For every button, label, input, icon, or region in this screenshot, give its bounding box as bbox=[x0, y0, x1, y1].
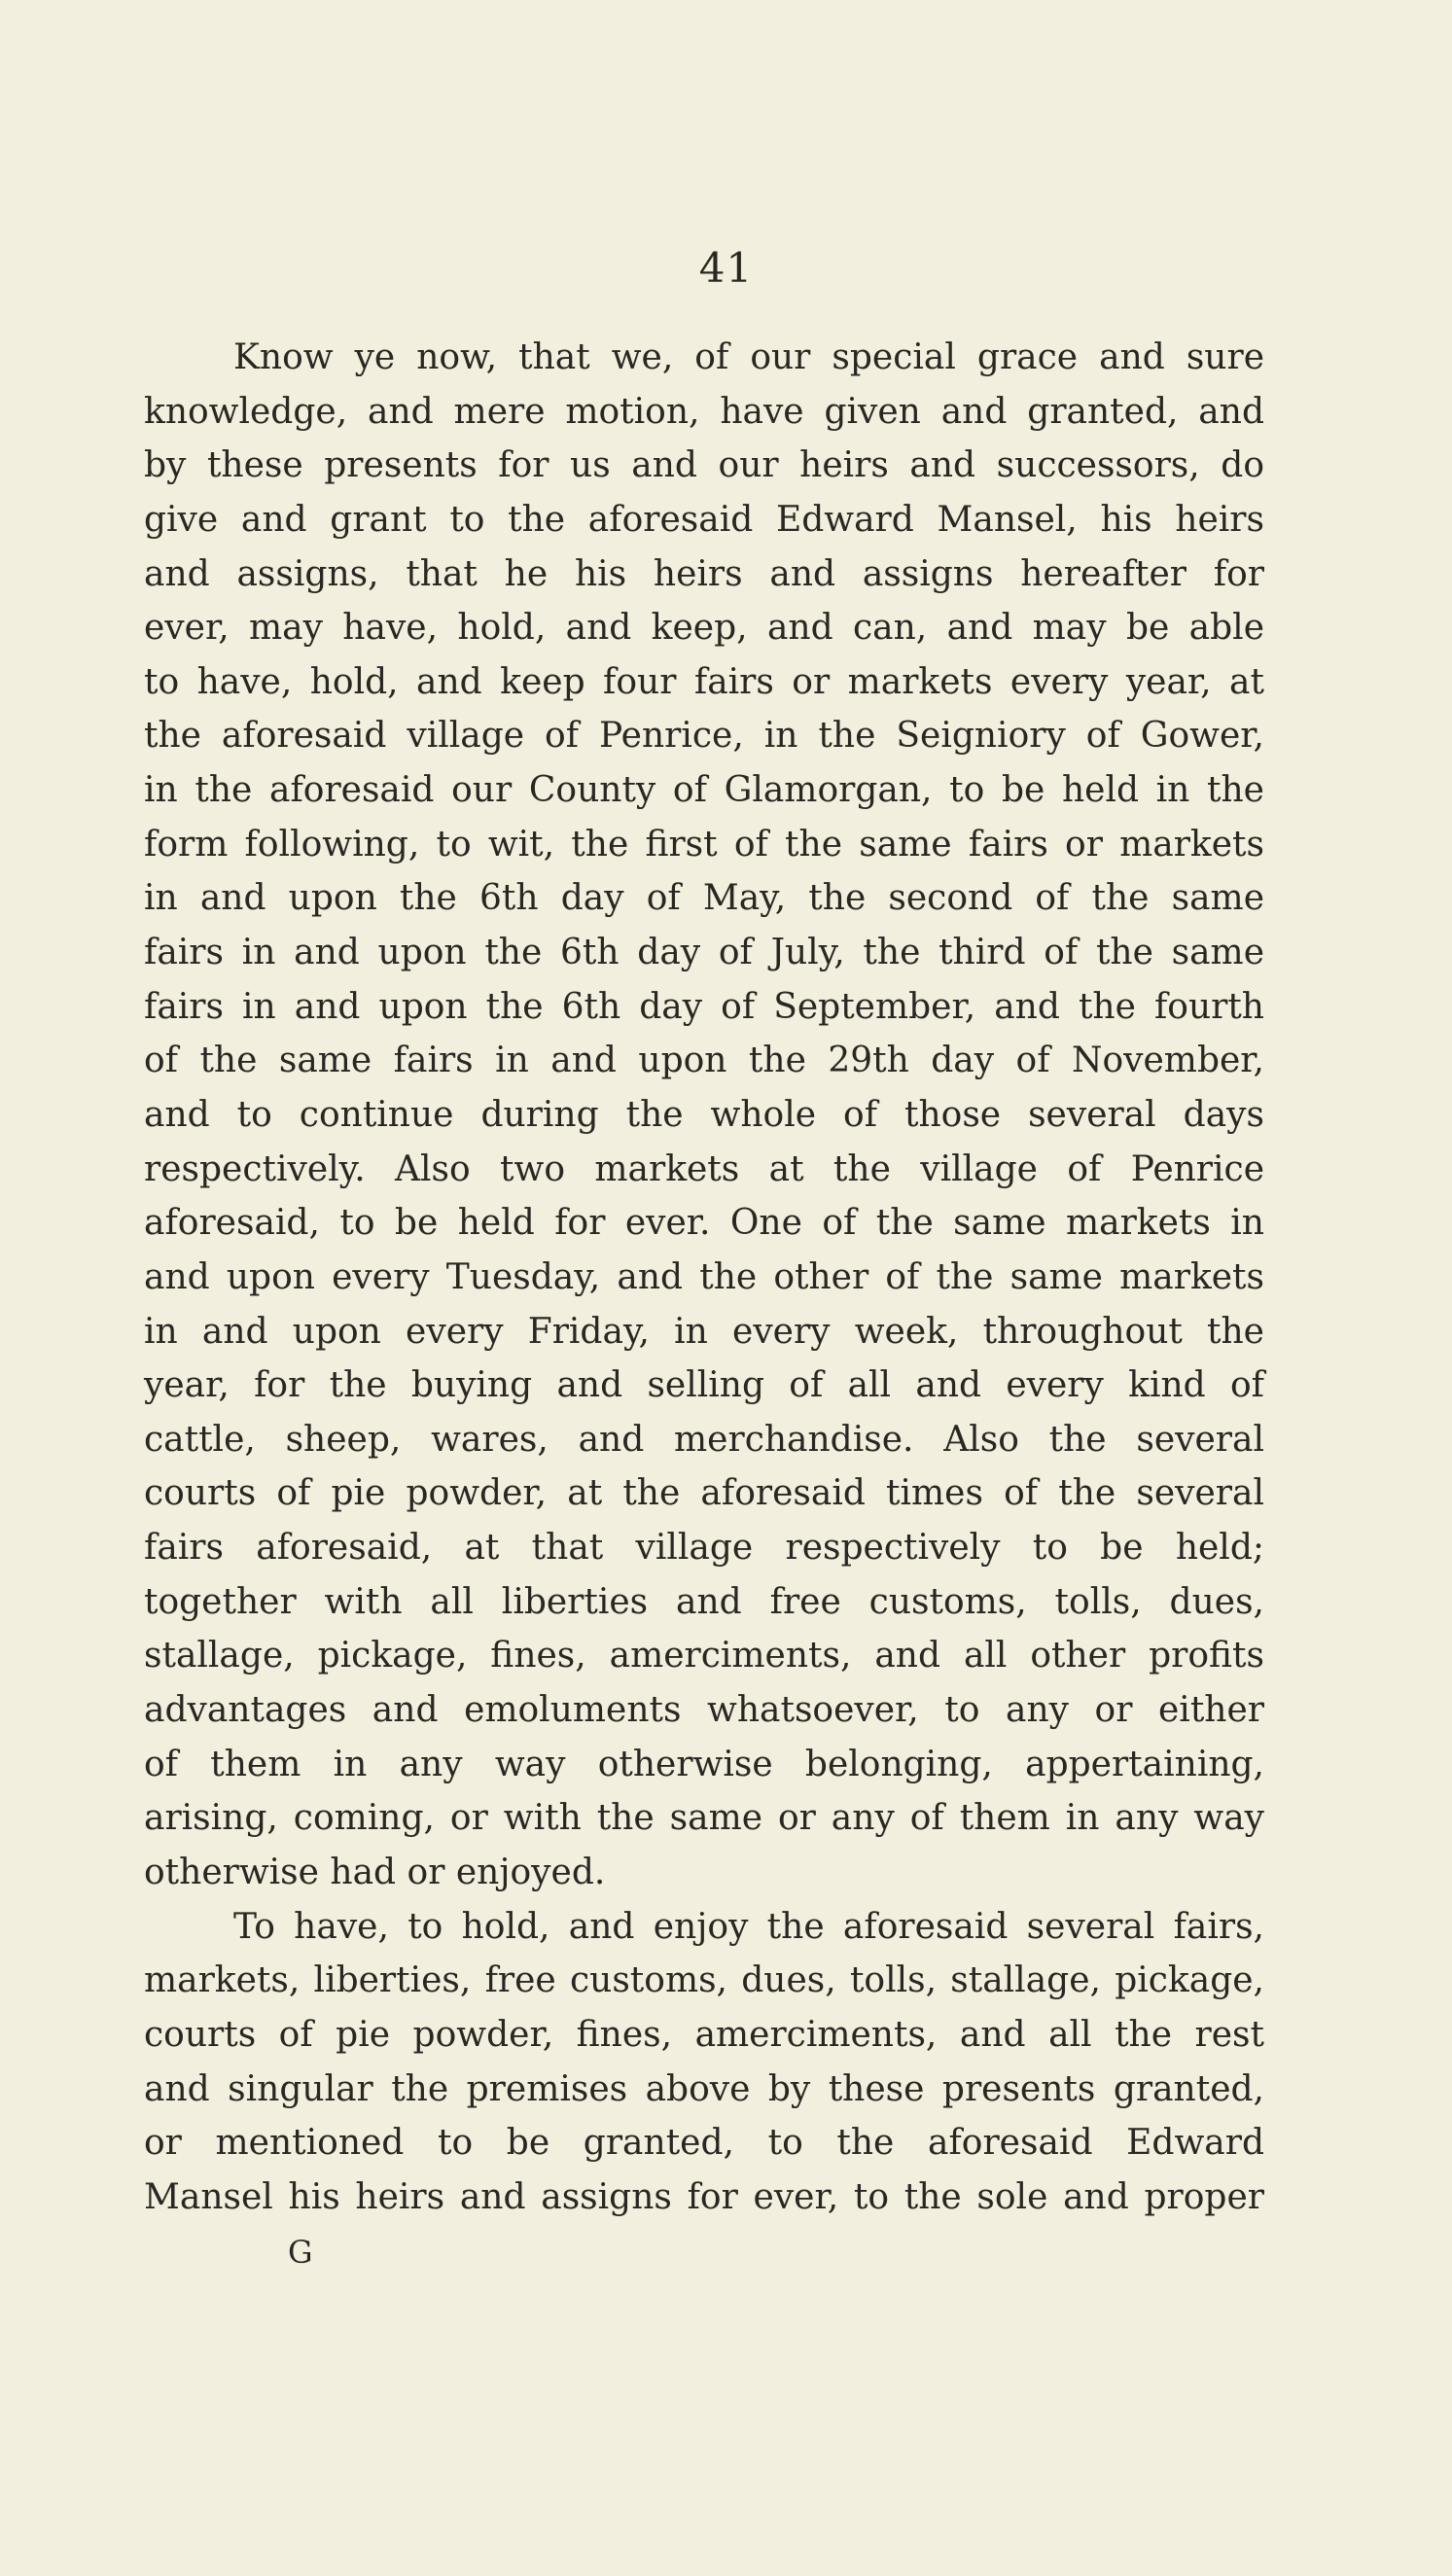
text-line: cattle, sheep, wares, and merchandise. Also the several bbox=[144, 1419, 1264, 1460]
text-line: of the same fairs in and upon the 29th day of November, bbox=[144, 1041, 1264, 1081]
text-line: knowledge, and mere motion, have given and granted, and bbox=[144, 391, 1264, 432]
text-line: and assigns, that he his heirs and assigns hereafter for bbox=[144, 553, 1264, 594]
text-line: the aforesaid village of Penrice, in the Seigniory of Gower, bbox=[144, 716, 1264, 757]
text-line: to have, hold, and keep four fairs or markets every year, at bbox=[144, 661, 1264, 702]
text-line: of them in any way otherwise belonging, appertaining, bbox=[144, 1744, 1264, 1784]
text-line: fairs aforesaid, at that village respectively to be held; bbox=[144, 1528, 1264, 1569]
text-line: Mansel his heirs and assigns for ever, to the sole and proper bbox=[144, 2176, 1264, 2217]
text-line: in and upon every Friday, in every week, throughout the bbox=[144, 1311, 1264, 1352]
text-line: arising, coming, or with the same or any of them in any way bbox=[144, 1798, 1264, 1839]
text-line: and upon every Tuesday, and the other of the same markets bbox=[144, 1256, 1264, 1297]
text-line: stallage, pickage, fines, amerciments, and all other profits bbox=[144, 1636, 1264, 1676]
text-line: fairs in and upon the 6th day of July, the third of the same bbox=[144, 933, 1264, 973]
text-line: courts of pie powder, fines, amerciments, and all the rest bbox=[144, 2014, 1264, 2055]
signature-mark: G bbox=[288, 2234, 313, 2271]
text-line: year, for the buying and selling of all and every kind of bbox=[144, 1365, 1264, 1406]
page-number: 41 bbox=[698, 244, 754, 292]
text-line: ever, may have, hold, and keep, and can, and may be able bbox=[144, 608, 1264, 649]
text-line: together with all liberties and free customs, tolls, dues, bbox=[144, 1581, 1264, 1622]
text-line: advantages and emoluments whatsoever, to any or either bbox=[144, 1690, 1264, 1731]
text-line: To have, to hold, and enjoy the aforesaid several fairs, bbox=[233, 1906, 1264, 1947]
text-line: markets, liberties, free customs, dues, tolls, stallage, pickage, bbox=[144, 1960, 1264, 2001]
text-line: otherwise had or enjoyed. bbox=[144, 1852, 606, 1892]
text-line: by these presents for us and our heirs and successors, do bbox=[144, 445, 1264, 486]
text-line: respectively. Also two markets at the village of Penrice bbox=[144, 1148, 1264, 1189]
text-line: fairs in and upon the 6th day of September, and the fourth bbox=[144, 986, 1264, 1027]
text-line: courts of pie powder, at the aforesaid times of the several bbox=[144, 1473, 1264, 1514]
text-line: in and upon the 6th day of May, the second of the same bbox=[144, 878, 1264, 919]
text-line: and singular the premises above by these presents granted, bbox=[144, 2068, 1264, 2109]
text-line: form following, to wit, the first of the same fairs or markets bbox=[144, 824, 1264, 865]
body-text bbox=[144, 331, 1264, 2224]
text-line: and to continue during the whole of those several days bbox=[144, 1094, 1264, 1135]
text-line: Know ye now, that we, of our special grace and sure bbox=[233, 337, 1264, 377]
text-line: in the aforesaid our County of Glamorgan, to be held in the bbox=[144, 770, 1264, 811]
text-line: or mentioned to be granted, to the aforesaid Edward bbox=[144, 2123, 1264, 2164]
text-line: aforesaid, to be held for ever. One of the same markets in bbox=[144, 1203, 1264, 1244]
text-line: give and grant to the aforesaid Edward Mansel, his heirs bbox=[144, 499, 1264, 540]
